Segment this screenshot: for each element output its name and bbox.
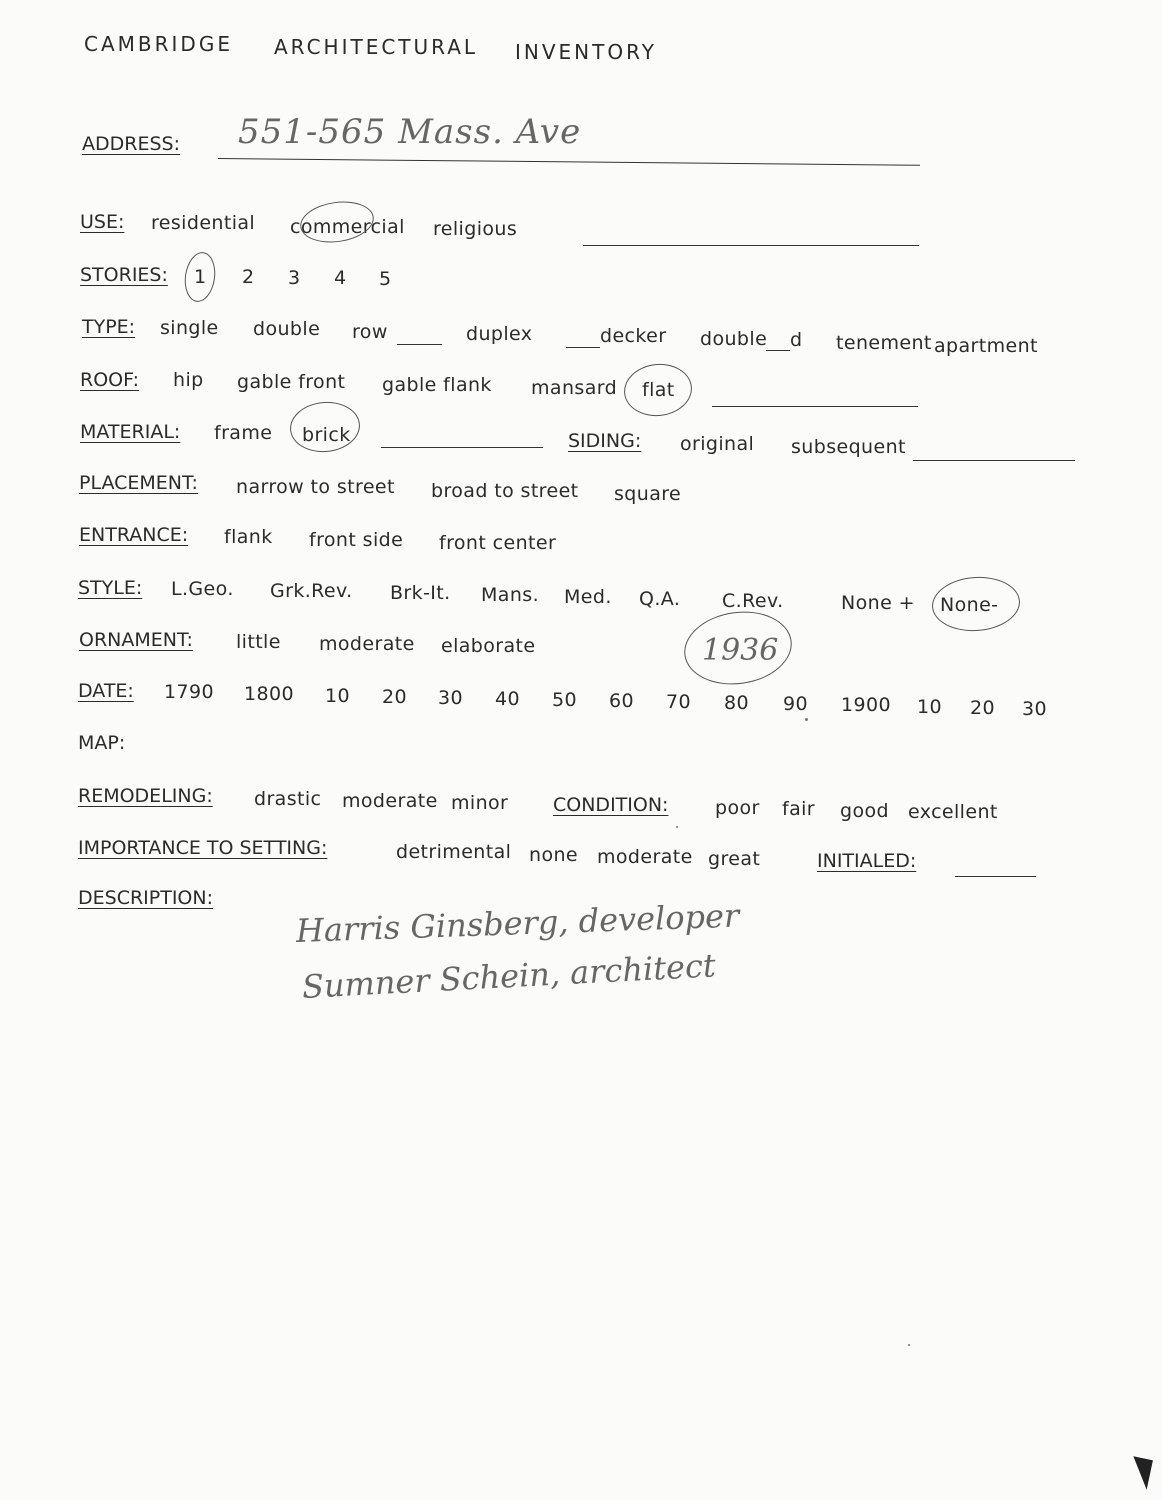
use-option-commercial[interactable]: commercial — [290, 216, 405, 238]
remodeling-option-moderate[interactable]: moderate — [342, 790, 438, 812]
roof-option-mansard[interactable]: mansard — [531, 377, 618, 399]
stories-option-3[interactable]: 3 — [288, 267, 301, 289]
address-label: ADDRESS: — [82, 133, 180, 155]
importance-label: IMPORTANCE TO SETTING: — [78, 837, 328, 859]
date-option-1800[interactable]: 1800 — [244, 683, 294, 705]
stories-option-4[interactable]: 4 — [334, 267, 347, 289]
type-option-tenement[interactable]: tenement — [836, 332, 932, 354]
style-option-none-plus[interactable]: None + — [841, 592, 915, 614]
selection-circle-brick — [288, 399, 362, 455]
date-option-10a[interactable]: 10 — [325, 685, 350, 707]
style-option-mans[interactable]: Mans. — [481, 584, 540, 606]
type-double-decker-blank — [766, 350, 790, 351]
type-option-row[interactable]: row — [352, 321, 388, 343]
type-option-single[interactable]: single — [160, 317, 219, 339]
type-option-double[interactable]: double — [253, 318, 321, 340]
use-option-residential[interactable]: residential — [151, 212, 256, 234]
date-option-1790[interactable]: 1790 — [164, 681, 214, 703]
date-option-20a[interactable]: 20 — [382, 686, 407, 708]
description-line-2[interactable]: Sumner Schein, architect — [301, 946, 717, 1006]
scan-speck — [805, 718, 808, 721]
type-option-apartment[interactable]: apartment — [934, 335, 1038, 357]
placement-option-narrow[interactable]: narrow to street — [236, 476, 395, 498]
stories-option-2[interactable]: 2 — [242, 266, 255, 288]
condition-option-good[interactable]: good — [840, 800, 889, 822]
stories-option-5[interactable]: 5 — [379, 268, 392, 290]
scan-speck — [676, 826, 678, 828]
placement-option-square[interactable]: square — [614, 483, 682, 505]
selection-circle-style — [930, 574, 1022, 634]
entrance-option-flank[interactable]: flank — [224, 526, 273, 548]
stories-label: STORIES: — [80, 264, 168, 286]
address-line — [218, 158, 920, 166]
description-label: DESCRIPTION: — [78, 887, 214, 909]
siding-other-line — [913, 460, 1075, 461]
siding-option-subsequent[interactable]: subsequent — [791, 436, 906, 458]
entrance-label: ENTRANCE: — [79, 524, 189, 546]
date-handwritten[interactable]: 1936 — [702, 633, 779, 668]
date-option-80[interactable]: 80 — [724, 692, 749, 714]
date-option-90[interactable]: 90 — [783, 693, 808, 715]
condition-option-fair[interactable]: fair — [782, 798, 816, 820]
type-option-duplex[interactable]: duplex — [466, 323, 533, 345]
map-label: MAP: — [78, 732, 126, 754]
header-inventory: INVENTORY — [515, 40, 657, 64]
selection-circle-flat — [621, 361, 694, 420]
type-row-blank — [397, 344, 442, 345]
date-option-1900[interactable]: 1900 — [841, 694, 891, 716]
type-decker-blank — [566, 347, 600, 348]
ornament-option-little[interactable]: little — [236, 631, 281, 653]
importance-option-moderate[interactable]: moderate — [597, 846, 693, 868]
material-label: MATERIAL: — [80, 421, 181, 443]
material-option-brick[interactable]: brick — [302, 424, 351, 446]
selection-circle-date — [680, 605, 797, 691]
placement-option-broad[interactable]: broad to street — [431, 480, 579, 502]
selection-circle-commercial — [298, 197, 377, 247]
description-line-1[interactable]: Harris Ginsberg, developer — [295, 896, 740, 950]
style-option-lgeo[interactable]: L.Geo. — [171, 578, 234, 600]
roof-option-gable-flank[interactable]: gable flank — [382, 374, 492, 396]
ornament-label: ORNAMENT: — [79, 629, 193, 651]
type-option-d[interactable]: d — [790, 329, 803, 351]
date-option-40[interactable]: 40 — [495, 688, 520, 710]
condition-option-excellent[interactable]: excellent — [908, 801, 998, 823]
style-option-grkrev[interactable]: Grk.Rev. — [270, 580, 353, 602]
ornament-option-elaborate[interactable]: elaborate — [441, 635, 536, 657]
roof-option-flat[interactable]: flat — [642, 379, 675, 401]
roof-label: ROOF: — [80, 369, 139, 391]
header-cambridge: CAMBRIDGE — [84, 32, 233, 56]
style-label: STYLE: — [78, 577, 143, 599]
siding-option-original[interactable]: original — [680, 433, 755, 455]
address-value[interactable]: 551-565 Mass. Ave — [238, 112, 582, 152]
date-option-10b[interactable]: 10 — [917, 696, 942, 718]
roof-option-hip[interactable]: hip — [173, 369, 204, 391]
date-option-70[interactable]: 70 — [666, 691, 691, 713]
initialed-line — [955, 876, 1036, 877]
condition-option-poor[interactable]: poor — [715, 797, 760, 819]
condition-label: CONDITION: — [553, 794, 669, 816]
material-other-line — [381, 447, 543, 448]
type-option-decker[interactable]: decker — [600, 325, 667, 347]
style-option-brkit[interactable]: Brk-It. — [390, 582, 451, 604]
stories-option-1[interactable]: 1 — [194, 266, 207, 288]
style-option-crev[interactable]: C.Rev. — [722, 590, 784, 612]
placement-label: PLACEMENT: — [79, 472, 198, 494]
use-label: USE: — [80, 211, 125, 233]
date-option-20b[interactable]: 20 — [970, 697, 995, 719]
siding-label: SIDING: — [568, 430, 642, 452]
remodeling-option-drastic[interactable]: drastic — [254, 788, 322, 810]
entrance-option-front-side[interactable]: front side — [309, 529, 404, 551]
importance-option-none[interactable]: none — [529, 844, 578, 866]
roof-other-line — [712, 406, 918, 407]
date-option-30a[interactable]: 30 — [438, 687, 463, 709]
scan-speck — [908, 1344, 910, 1346]
type-option-double-decker[interactable]: double — [700, 328, 768, 350]
remodeling-option-minor[interactable]: minor — [451, 792, 509, 814]
date-option-50[interactable]: 50 — [552, 689, 577, 711]
importance-option-great[interactable]: great — [708, 848, 761, 870]
entrance-option-front-center[interactable]: front center — [439, 532, 557, 554]
date-label: DATE: — [78, 680, 134, 702]
style-option-med[interactable]: Med. — [564, 586, 612, 608]
importance-option-detrimental[interactable]: detrimental — [396, 841, 512, 863]
selection-circle-stories — [182, 250, 219, 304]
style-option-qa[interactable]: Q.A. — [639, 588, 681, 610]
ornament-option-moderate[interactable]: moderate — [319, 633, 415, 655]
date-option-30b[interactable]: 30 — [1022, 698, 1047, 720]
use-option-religious[interactable]: religious — [433, 218, 518, 240]
scan-corner-mark — [1127, 1456, 1153, 1490]
remodeling-label: REMODELING: — [78, 785, 213, 807]
material-option-frame[interactable]: frame — [214, 422, 273, 444]
style-option-none-minus[interactable]: None- — [940, 594, 999, 616]
header-architectural: ARCHITECTURAL — [274, 35, 479, 59]
type-label: TYPE: — [82, 316, 136, 338]
initialed-label: INITIALED: — [817, 850, 917, 872]
use-other-line — [583, 245, 919, 246]
roof-option-gable-front[interactable]: gable front — [237, 371, 346, 393]
date-option-60[interactable]: 60 — [609, 690, 634, 712]
